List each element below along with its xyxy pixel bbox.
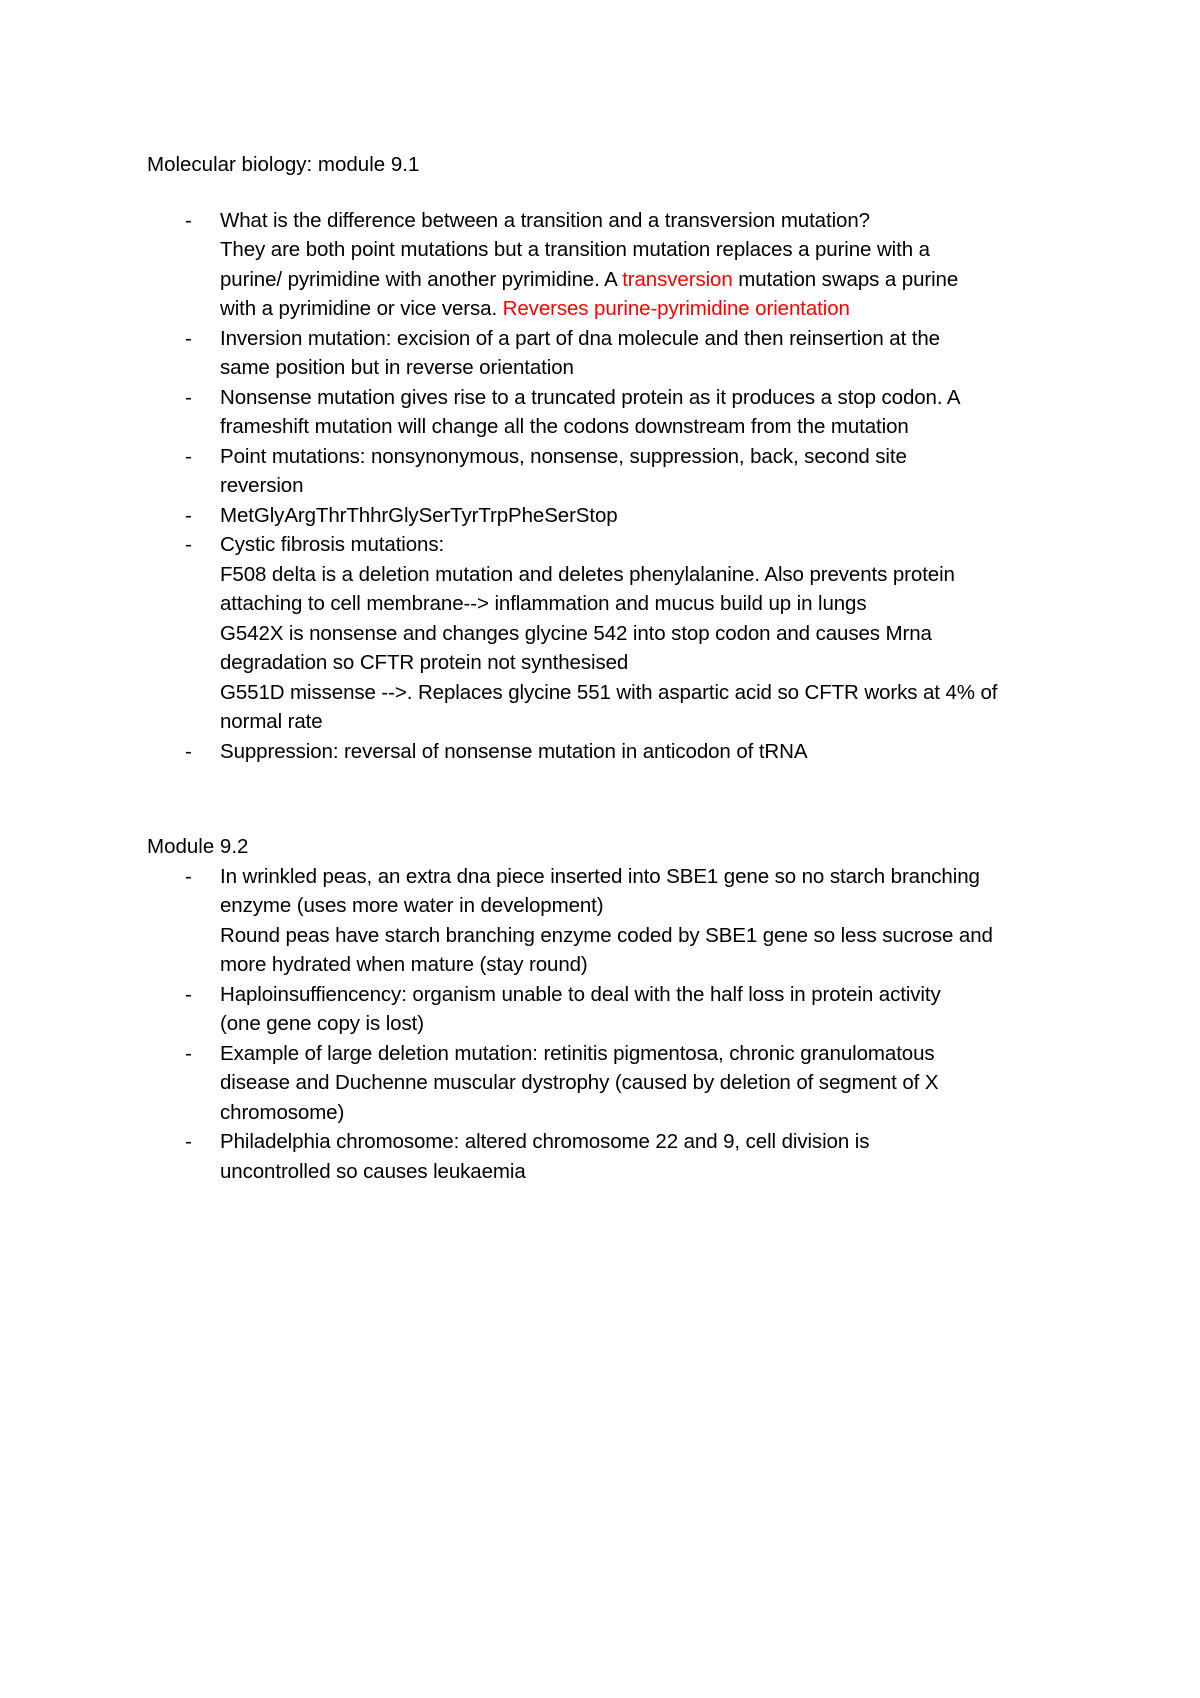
note-line — [220, 383, 1077, 413]
note-text: Nonsense mutation gives rise to a truncated protein as it produces a stop codon. A — [220, 385, 961, 409]
note-item — [147, 324, 1077, 383]
note-text: normal rate — [220, 710, 323, 733]
note-line — [220, 235, 1077, 265]
note-line — [220, 648, 1077, 678]
note-line — [220, 589, 1077, 619]
note-item — [147, 442, 1077, 501]
note-text: MetGlyArgThrThhrGlySerTyrTrpPheSerStop — [220, 503, 618, 527]
note-text: purine/ pyrimidine with another pyrimidine. A — [220, 267, 623, 291]
note-line — [220, 980, 1077, 1010]
bullet-dash: - — [185, 385, 192, 409]
note-item — [147, 862, 1077, 980]
note-line — [220, 950, 1077, 980]
note-line — [220, 619, 1077, 649]
note-line — [220, 1009, 1077, 1039]
note-line — [220, 862, 1077, 892]
highlighted-term: transversion — [622, 267, 733, 291]
bullet-dash: - — [185, 444, 192, 468]
bullet-dash: - — [185, 326, 192, 350]
note-line — [220, 412, 1077, 442]
note-text: reversion — [220, 474, 304, 497]
module-9-1-section — [147, 150, 1077, 766]
bullet-dash: - — [185, 982, 192, 1006]
note-item — [147, 1039, 1077, 1128]
note-text: (one gene copy is lost) — [220, 1012, 424, 1035]
bullet-dash: - — [185, 1041, 192, 1065]
highlighted-term: Reverses purine-pyrimidine orientation — [502, 297, 850, 320]
note-line — [220, 206, 1077, 236]
note-line — [220, 353, 1077, 383]
note-item — [147, 1127, 1077, 1186]
bullet-dash: - — [185, 503, 192, 527]
note-item — [147, 980, 1077, 1039]
note-line — [220, 442, 1077, 472]
module-9-2-heading: Module 9.2 — [147, 835, 249, 858]
note-text: F508 delta is a deletion mutation and deletes phenylalanine. Also prevents protein — [220, 562, 955, 586]
module-9-2-notes-list — [147, 862, 1077, 1187]
note-line — [220, 501, 1077, 531]
note-text: attaching to cell membrane--> inflammation and mucus build up in lungs — [220, 592, 867, 615]
note-text: degradation so CFTR protein not synthesised — [220, 651, 629, 674]
note-line — [220, 1098, 1077, 1128]
note-text: disease and Duchenne muscular dystrophy (caused by deletion of segment of X — [220, 1071, 939, 1094]
note-item — [147, 206, 1077, 324]
note-text: What is the difference between a transition and a transversion mutation? — [220, 208, 870, 232]
note-line — [220, 1127, 1077, 1157]
note-text: Haploinsuffiencency: organism unable to deal with the half loss in protein activity — [220, 982, 941, 1006]
note-text: G551D missense -->. Replaces glycine 551 with aspartic acid so CFTR works at 4% of — [220, 680, 998, 704]
note-text: G542X is nonsense and changes glycine 542 into stop codon and causes Mrna — [220, 621, 932, 645]
note-line — [220, 530, 1077, 560]
note-line — [220, 891, 1077, 921]
bullet-dash: - — [185, 739, 192, 763]
bullet-dash: - — [185, 208, 192, 232]
note-item — [147, 501, 1077, 531]
note-text: Philadelphia chromosome: altered chromosome 22 and 9, cell division is — [220, 1130, 870, 1153]
note-text: Inversion mutation: excision of a part of dna molecule and then reinsertion at the — [220, 326, 940, 350]
note-item — [147, 530, 1077, 737]
note-text: Round peas have starch branching enzyme coded by SBE1 gene so less sucrose and — [220, 923, 993, 947]
note-text-continued: mutation swaps a purine — [732, 267, 959, 291]
note-text: with a pyrimidine or vice versa. — [220, 297, 503, 320]
module-9-1-heading: Molecular biology: module 9.1 — [147, 153, 420, 176]
note-line — [220, 324, 1077, 354]
bullet-dash: - — [185, 864, 192, 888]
note-text: same position but in reverse orientation — [220, 356, 574, 379]
note-line — [220, 1068, 1077, 1098]
note-text: chromosome) — [220, 1100, 345, 1124]
module-9-1-notes-list — [147, 206, 1077, 767]
note-text: Suppression: reversal of nonsense mutation in anticodon of tRNA — [220, 739, 808, 763]
note-line — [220, 265, 1077, 295]
note-line — [220, 737, 1077, 767]
note-text: uncontrolled so causes leukaemia — [220, 1159, 526, 1183]
note-text: Example of large deletion mutation: retinitis pigmentosa, chronic granulomatous — [220, 1041, 935, 1065]
note-line — [220, 560, 1077, 590]
note-line — [220, 1157, 1077, 1187]
note-text: enzyme (uses more water in development) — [220, 894, 604, 917]
note-line — [220, 294, 1077, 324]
note-item — [147, 383, 1077, 442]
note-line — [220, 707, 1077, 737]
note-line — [220, 471, 1077, 501]
note-text: They are both point mutations but a transition mutation replaces a purine with a — [220, 238, 930, 261]
note-item — [147, 737, 1077, 767]
note-text: more hydrated when mature (stay round) — [220, 953, 588, 976]
note-text: Point mutations: nonsynonymous, nonsense, suppression, back, second site — [220, 444, 907, 468]
bullet-dash: - — [185, 1130, 192, 1153]
module-9-2-section — [147, 832, 1077, 1186]
note-line — [220, 1039, 1077, 1069]
bullet-dash: - — [185, 533, 192, 556]
note-text: In wrinkled peas, an extra dna piece inserted into SBE1 gene so no starch branching — [220, 864, 980, 888]
note-text: frameshift mutation will change all the codons downstream from the mutation — [220, 415, 909, 438]
note-line — [220, 921, 1077, 951]
note-text: Cystic fibrosis mutations: — [220, 533, 445, 556]
note-line — [220, 678, 1077, 708]
